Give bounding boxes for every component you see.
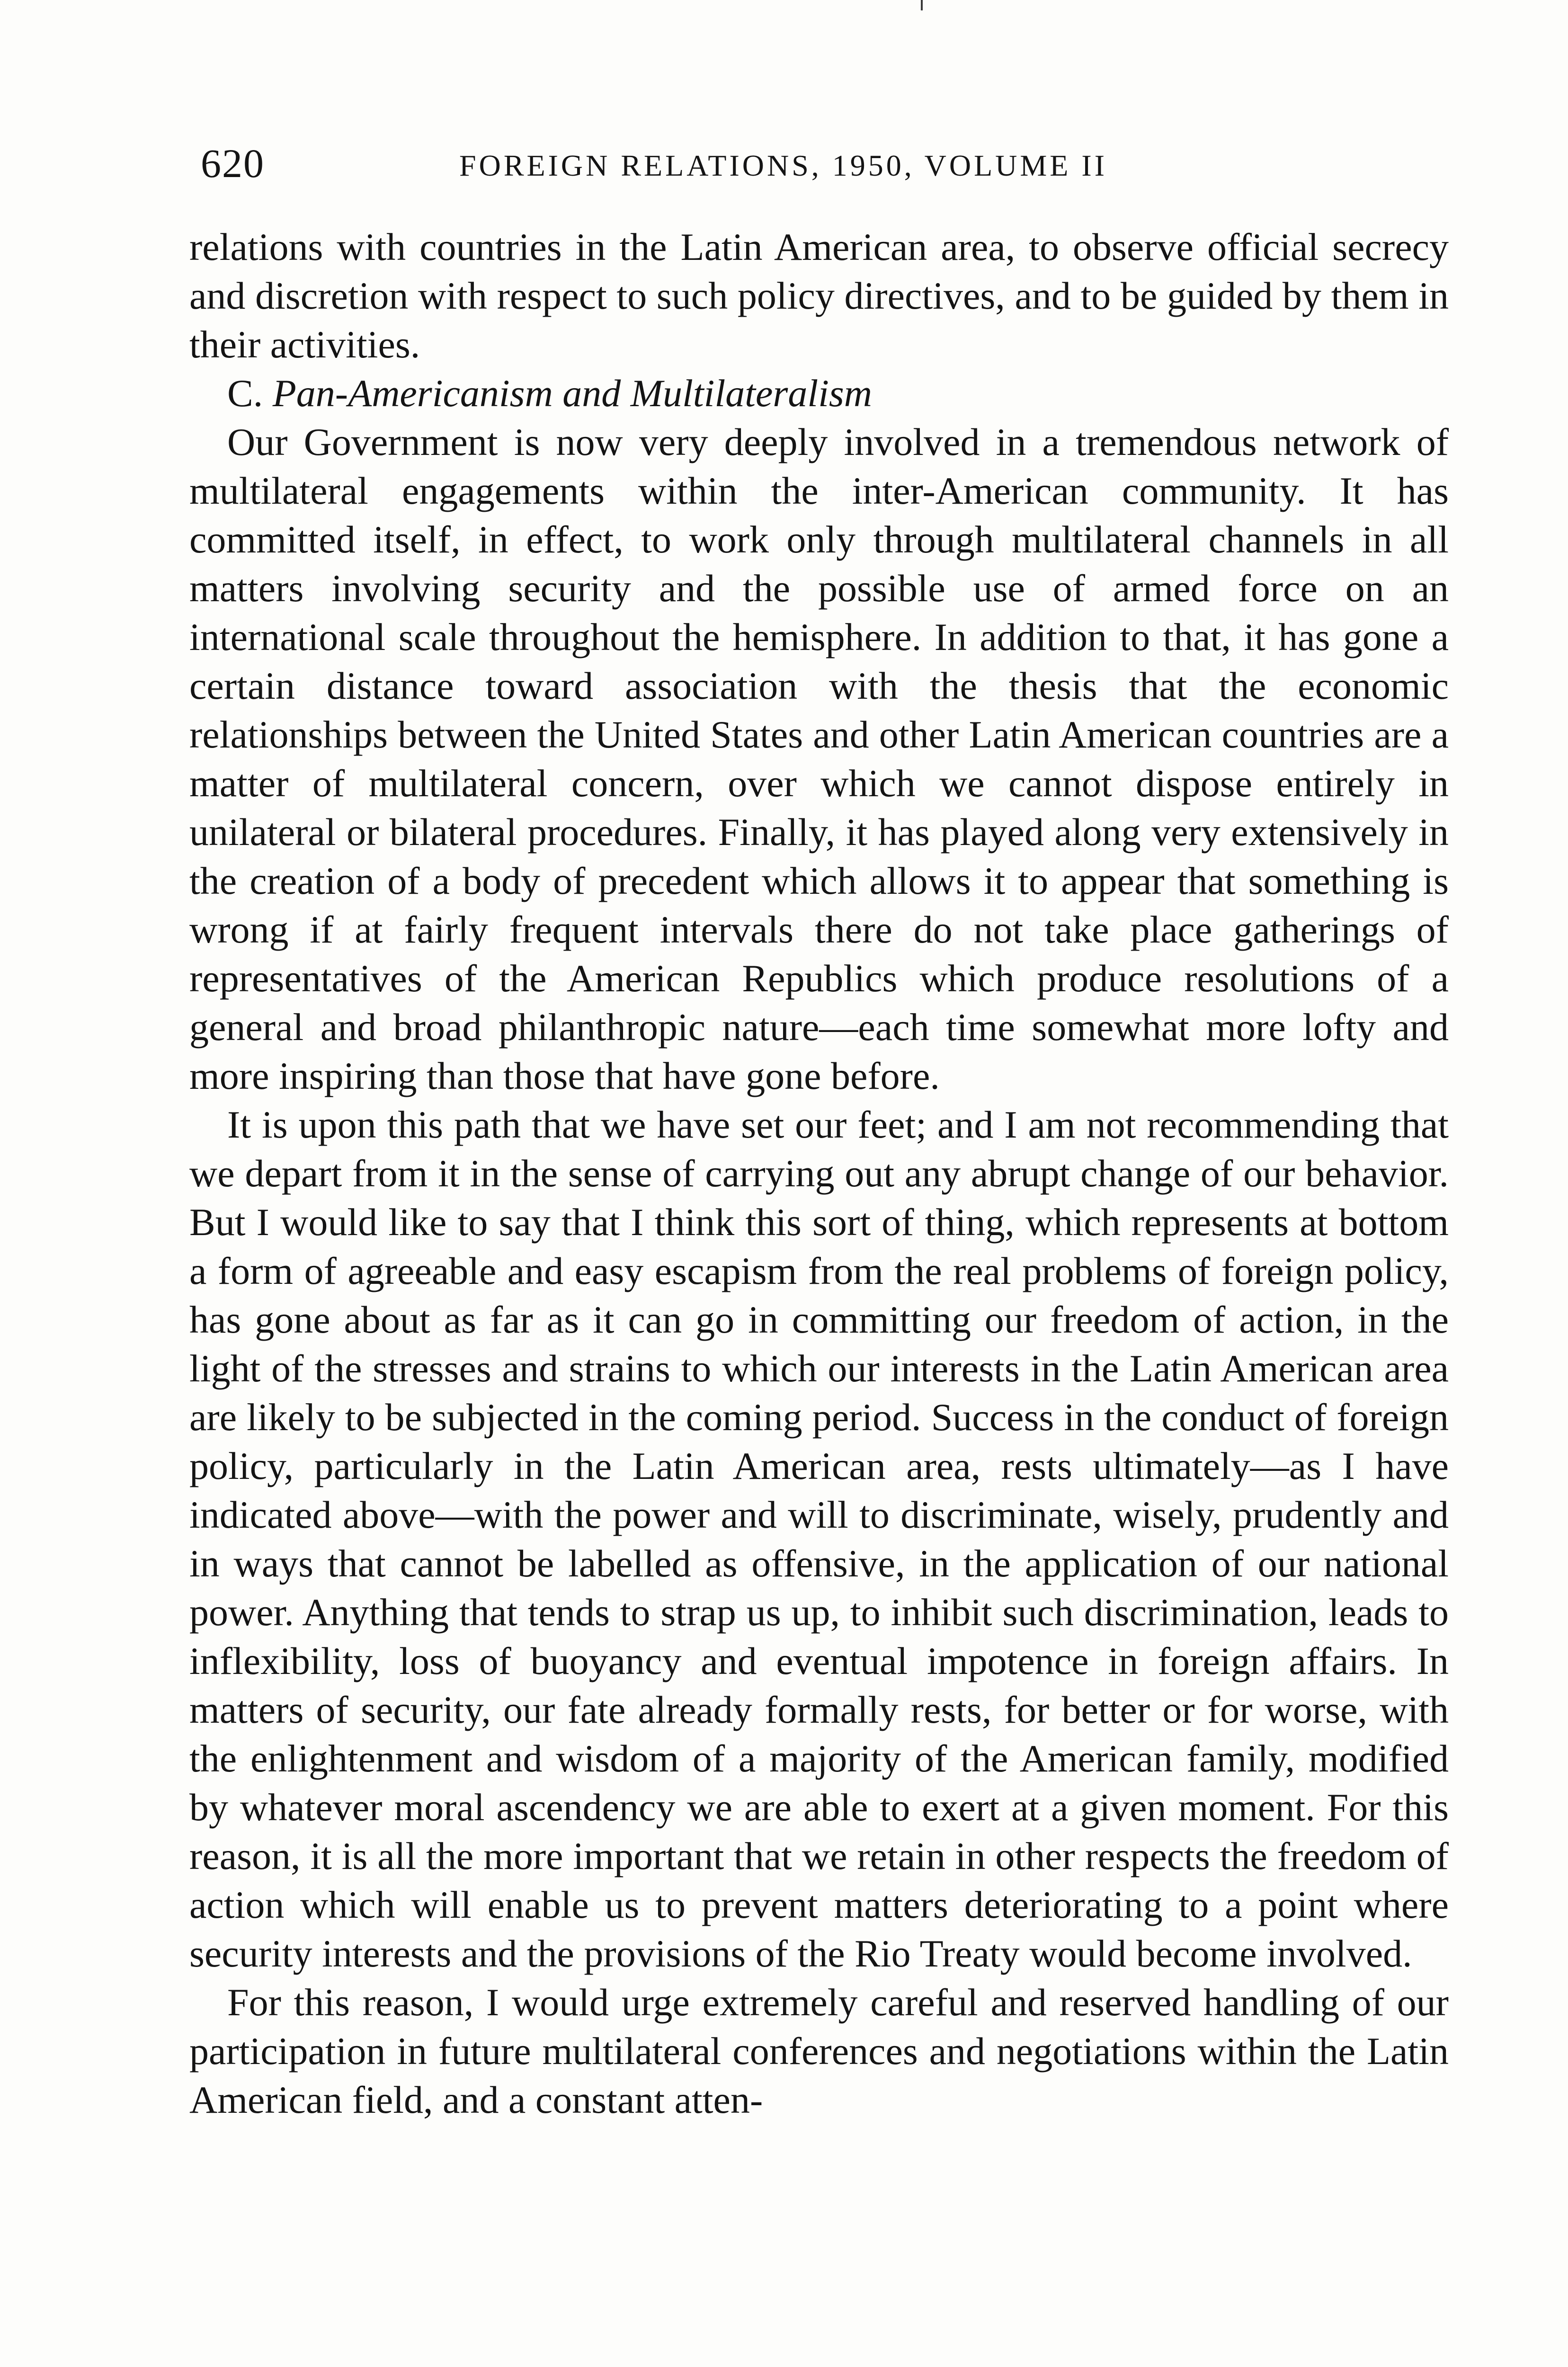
paragraph: It is upon this path that we have set our feet; and I am not recommending that we depart from it in the sense of carrying out any abrupt change of our behavior. But I would like to say that I think this sort of thing, which represents at bottom a form of agreeable and easy escapism from the real problems of foreign policy, has gone about as far as it can go in committing our freedom of action, in the light of the stresses and strains to which our interests in the Latin American area are likely to be subjected in the coming period. Success in the conduct of foreign policy, particularly in the Latin American area, rests ultimately—as I have indicated above—with the power and will to discriminate, wisely, prudently and in ways that cannot be labelled as offensive, in the application of our national power. Anything that tends to strap us up, to inhibit such discrimination, leads to inflexibility, loss of buoyancy and eventual impotence in foreign affairs. In matters of security, our fate already formally rests, for better or for worse, with the enlightenment and wisdom of a majority of the American family, modified by whatever moral ascendency we are able to exert at a given moment. For this reason, it is all the more important that we retain in other respects the freedom of action which will enable us to prevent matters deteriorating to a point where security interests and the provisions of the Rio Treaty would become involved. — [189, 1103, 1449, 1975]
section-heading — [189, 369, 1449, 418]
section-title: Pan-Americanism and Multilateralism — [272, 372, 873, 415]
scan-mark — [921, 0, 923, 10]
paragraph-continued: relations with countries in the Latin American area, to observe official secrecy and discretion with respect to such policy directives, and to be guided by them in their activities. — [189, 225, 1449, 366]
body-text — [189, 222, 1449, 2124]
paragraph: For this reason, I would urge extremely careful and reserved handling of our participation in future multilateral conferences and negotiations within the Latin American field, and a constant atten- — [189, 1981, 1449, 2121]
page-number: 620 — [201, 141, 265, 186]
running-title: FOREIGN RELATIONS, 1950, VOLUME II — [459, 149, 1107, 182]
paragraph: Our Government is now very deeply involved in a tremendous network of multilateral engagements within the inter-American community. It has committed itself, in effect, to work only through multilateral channels in all matters involving security and the possible use of armed force on an international scale throughout the hemisphere. In addition to that, it has gone a certain distance toward association with the thesis that the economic relationships between the United States and other Latin American countries are a matter of multilateral concern, over which we cannot dispose entirely in unilateral or bilateral procedures. Finally, it has played along very extensively in the creation of a body of precedent which allows it to appear that something is wrong if at fairly frequent intervals there do not take place gatherings of representatives of the American Republics which produce resolutions of a general and broad philanthropic nature—each time somewhat more lofty and more inspiring than those that have gone before. — [189, 420, 1449, 1097]
running-head — [189, 137, 1449, 189]
section-letter: C. — [227, 372, 263, 415]
